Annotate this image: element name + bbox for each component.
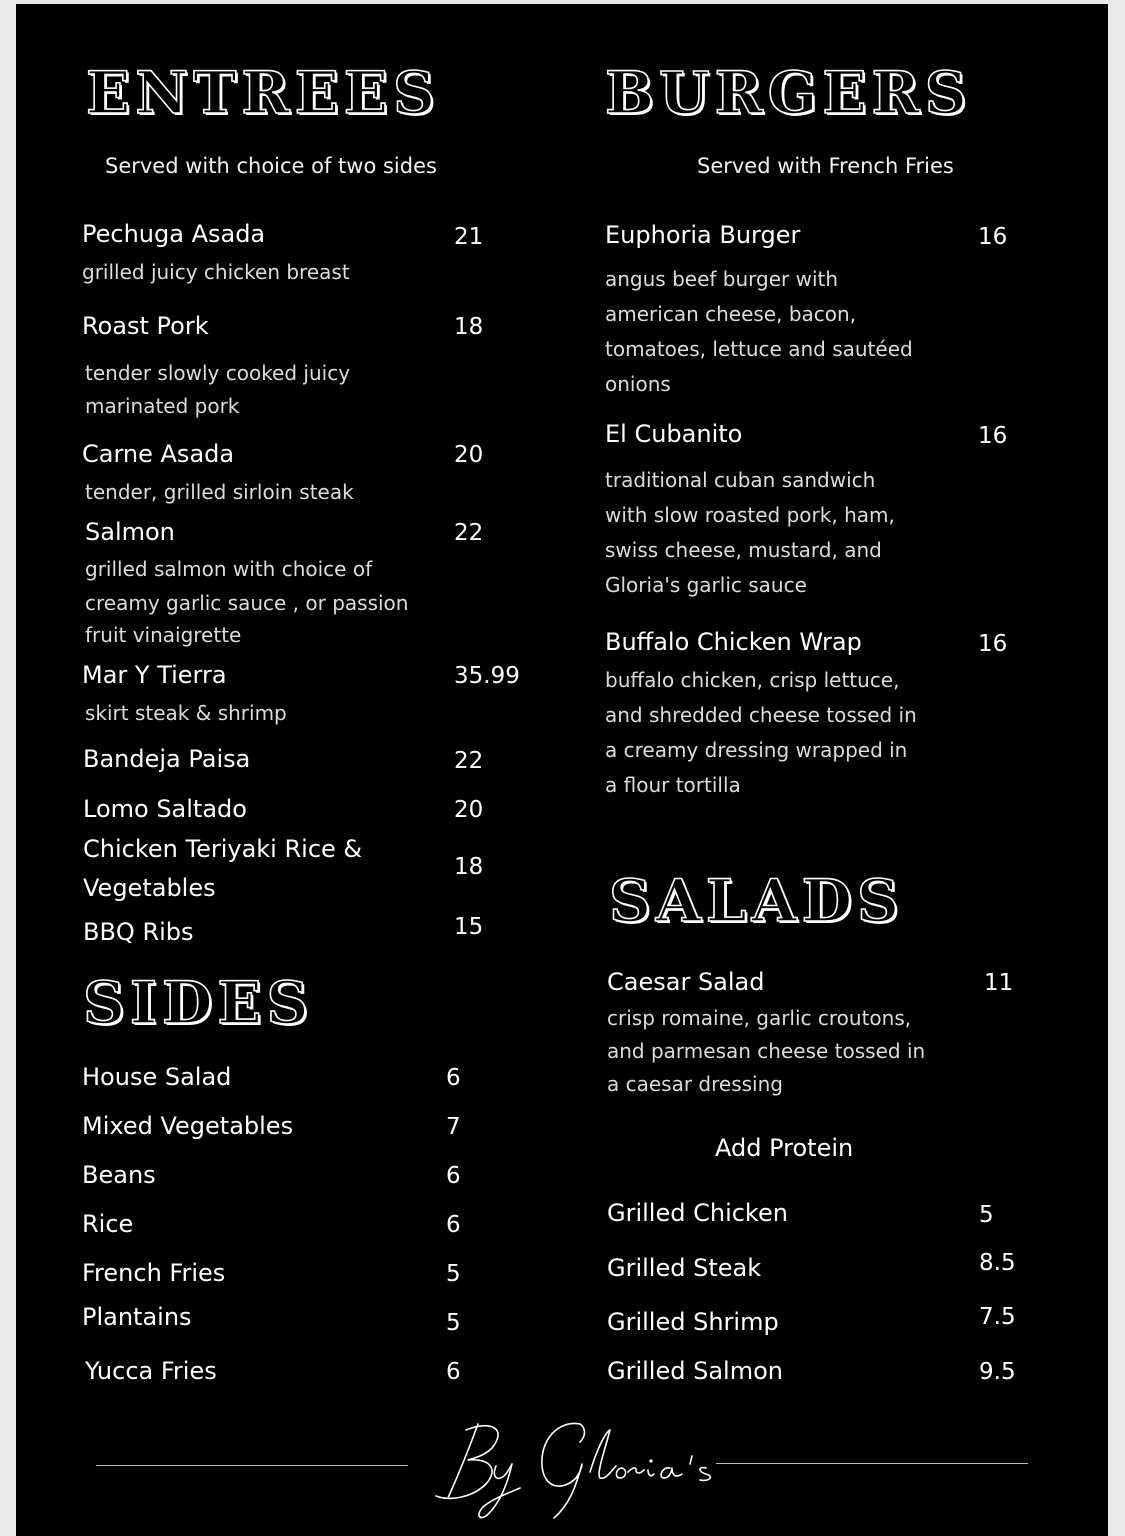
entree-name: Vegetables [83,874,216,902]
entree-price: 22 [454,748,484,774]
entree-price: 35.99 [454,663,520,689]
side-price: 5 [446,1261,461,1287]
side-name: Beans [82,1161,156,1189]
side-price: 6 [446,1212,461,1238]
entree-desc: creamy garlic sauce , or passion [85,591,409,615]
salad-price: 11 [984,970,1014,996]
side-price: 6 [446,1065,461,1091]
salad-desc: and parmesan cheese tossed in [607,1039,926,1063]
side-name: Yucca Fries [85,1357,217,1385]
entree-name: BBQ Ribs [83,918,194,946]
entrees-heading: ENTREES [86,59,440,127]
entree-desc: fruit vinaigrette [85,623,242,647]
side-name: House Salad [82,1063,232,1091]
side-price: 5 [446,1310,461,1336]
side-name: Plantains [82,1303,192,1331]
entree-price: 15 [454,914,484,940]
side-name: French Fries [82,1259,226,1287]
protein-price: 5 [979,1202,994,1228]
entree-name: Pechuga Asada [82,220,266,248]
entree-name: Bandeja Paisa [83,745,251,773]
entree-desc: grilled salmon with choice of [85,557,373,581]
side-price: 6 [446,1359,461,1385]
protein-name: Grilled Salmon [607,1357,783,1385]
burger-price: 16 [978,631,1008,657]
entree-price: 18 [454,314,484,340]
protein-price: 8.5 [979,1250,1016,1276]
entrees-subtitle: Served with choice of two sides [105,154,437,178]
entree-name: Salmon [85,518,175,546]
burger-desc: a flour tortilla [605,773,741,797]
salad-name: Caesar Salad [607,968,765,996]
burger-desc: Gloria's garlic sauce [605,573,807,597]
entree-desc: marinated pork [85,394,240,418]
sides-heading: SIDES [83,969,314,1037]
entree-price: 21 [454,224,484,250]
burger-desc: a creamy dressing wrapped in [605,738,908,762]
signature-logo [430,1416,730,1526]
burger-price: 16 [978,224,1008,250]
salads-heading: SALADS [609,867,904,935]
protein-price: 9.5 [979,1359,1016,1385]
entree-price: 18 [454,854,484,880]
burger-desc: swiss cheese, mustard, and [605,538,882,562]
entree-name: Lomo Saltado [83,795,247,823]
footer-rule-right [716,1463,1028,1464]
entree-price: 20 [454,442,484,468]
entree-desc: tender, grilled sirloin steak [85,480,354,504]
entree-name: Carne Asada [82,440,235,468]
burger-desc: tomatoes, lettuce and sautéed [605,337,913,361]
menu-sheet [16,4,1108,1536]
protein-name: Grilled Chicken [607,1199,788,1227]
burgers-heading: BURGERS [605,59,972,127]
protein-name: Grilled Steak [607,1254,762,1282]
entree-price: 22 [454,520,484,546]
entree-desc: skirt steak & shrimp [85,701,287,725]
burger-desc: angus beef burger with [605,267,839,291]
side-price: 7 [446,1114,461,1140]
burgers-subtitle: Served with French Fries [697,154,954,178]
side-name: Rice [82,1210,134,1238]
salad-desc: crisp romaine, garlic croutons, [607,1006,912,1030]
burger-desc: american cheese, bacon, [605,302,857,326]
footer-rule-left [96,1465,408,1466]
entree-name: Mar Y Tierra [82,661,227,689]
burger-desc: onions [605,372,671,396]
entree-desc: grilled juicy chicken breast [82,260,350,284]
burger-desc: and shredded cheese tossed in [605,703,917,727]
burger-desc: with slow roasted pork, ham, [605,503,895,527]
salad-desc: a caesar dressing [607,1072,783,1096]
burger-name: Euphoria Burger [605,221,801,249]
entree-name: Roast Pork [82,312,209,340]
side-price: 6 [446,1163,461,1189]
burger-desc: buffalo chicken, crisp lettuce, [605,668,900,692]
protein-name: Grilled Shrimp [607,1308,779,1336]
entree-price: 20 [454,797,484,823]
side-name: Mixed Vegetables [82,1112,294,1140]
burger-desc: traditional cuban sandwich [605,468,876,492]
burger-price: 16 [978,423,1008,449]
entree-name: Chicken Teriyaki Rice & [83,835,363,863]
entree-desc: tender slowly cooked juicy [85,361,351,385]
burger-name: El Cubanito [605,420,743,448]
add-protein-heading: Add Protein [715,1134,854,1162]
burger-name: Buffalo Chicken Wrap [605,628,862,656]
protein-price: 7.5 [979,1304,1016,1330]
